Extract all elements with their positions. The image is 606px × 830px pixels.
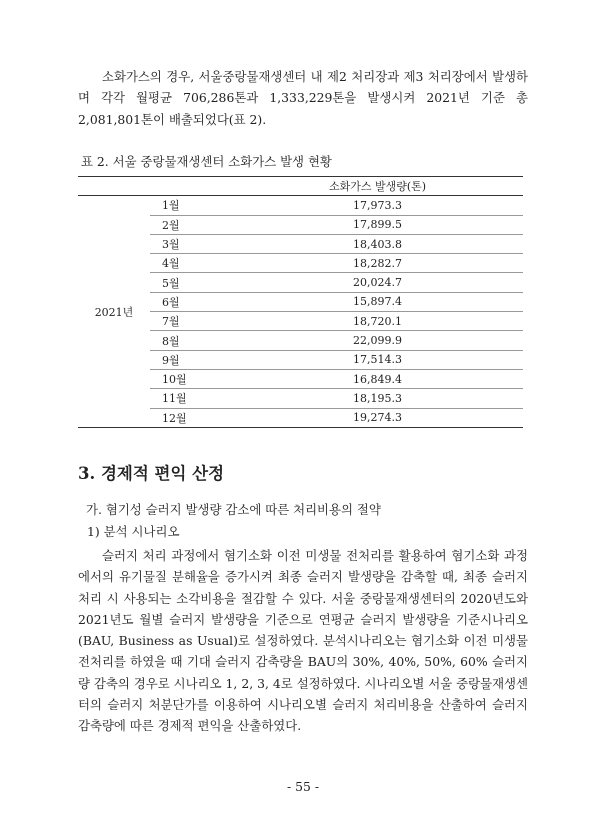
month-cell: 7월 <box>162 315 180 329</box>
value-cell: 19,274.3 <box>353 411 402 425</box>
month-cell: 6월 <box>162 295 180 309</box>
column-header: 소화가스 발생량(톤) <box>328 180 427 194</box>
month-cell: 10월 <box>162 373 187 387</box>
month-cell: 2월 <box>162 218 180 232</box>
value-cell: 17,899.5 <box>353 218 402 232</box>
value-cell: 18,282.7 <box>353 256 402 270</box>
table-header-row <box>78 177 523 196</box>
month-cell: 3월 <box>162 238 180 252</box>
table-row <box>78 196 523 215</box>
value-cell: 15,897.4 <box>353 295 402 309</box>
month-cell: 11월 <box>162 392 187 406</box>
value-cell: 22,099.9 <box>353 334 402 348</box>
intro-paragraph: 소화가스의 경우, 서울중랑물재생센터 내 제2 처리장과 제3 처리장에서 발생하며 각각 월평균 706,286톤과 1,333,229톤을 발생시켜 2021년 기준 총 2,081,801톤이 배출되었다(표 2). <box>78 69 528 127</box>
month-cell: 12월 <box>162 411 187 425</box>
month-cell: 9월 <box>162 353 180 367</box>
value-cell: 17,973.3 <box>353 198 402 212</box>
page-number: - 55 - <box>286 779 320 794</box>
value-cell: 20,024.7 <box>353 276 402 290</box>
month-cell: 4월 <box>162 257 180 271</box>
value-cell: 18,720.1 <box>353 314 402 328</box>
month-cell: 8월 <box>162 334 180 348</box>
value-cell: 17,514.3 <box>353 353 402 367</box>
header-empty-cell <box>78 177 150 196</box>
year-cell: 2021년 <box>78 196 150 428</box>
value-cell: 18,403.8 <box>353 237 402 251</box>
subsection-heading: 가. 혐기성 슬러지 발생량 감소에 따른 처리비용의 절약 <box>86 502 381 517</box>
month-cell: 1월 <box>162 199 180 213</box>
table-caption: 표 2. 서울 중랑물재생센터 소화가스 발생 현황 <box>81 154 332 169</box>
month-cell: 5월 <box>162 276 180 290</box>
section-heading: 3. 경제적 편익 산정 <box>78 464 225 483</box>
gas-generation-table <box>78 176 523 428</box>
header-empty-cell <box>150 177 232 196</box>
subsubsection-heading: 1) 분석 시나리오 <box>87 524 180 539</box>
body-paragraph: 슬러지 처리 과정에서 혐기소화 이전 미생물 전처리를 활용하여 혐기소화 과정에서의 유기물질 분해율을 증가시켜 최종 슬러지 발생량을 감축할 때, 최종 슬러지 처리 시 사용되는 소각비용을 절감할 수 있다. 서울 중랑물재생센터의 2020년도와 2021년도 월별 슬러지 발생량을 기준으로 연평균 슬러지 발생량을 기준시나리오(BAU, Business as Usual)로 설정하였다. 분석시나리오는 혐기소화 이전 미생물 전처리를 하였을 때 기대 슬러지 감축량을 BAU의 30%, 40%, 50%, 60% 슬러지량 감축의 경우로 시나리오 1, 2, 3, 4로 설정하였다. 시나리오별 서울 중랑물재생센터의 슬러지 처분단가를 이용하여 시나리오별 슬러지 처리비용을 산출하여 슬러지 감축량에 따른 경제적 편익을 산출하였다. <box>78 548 528 734</box>
value-cell: 18,195.3 <box>353 391 402 405</box>
value-cell: 16,849.4 <box>353 372 402 386</box>
